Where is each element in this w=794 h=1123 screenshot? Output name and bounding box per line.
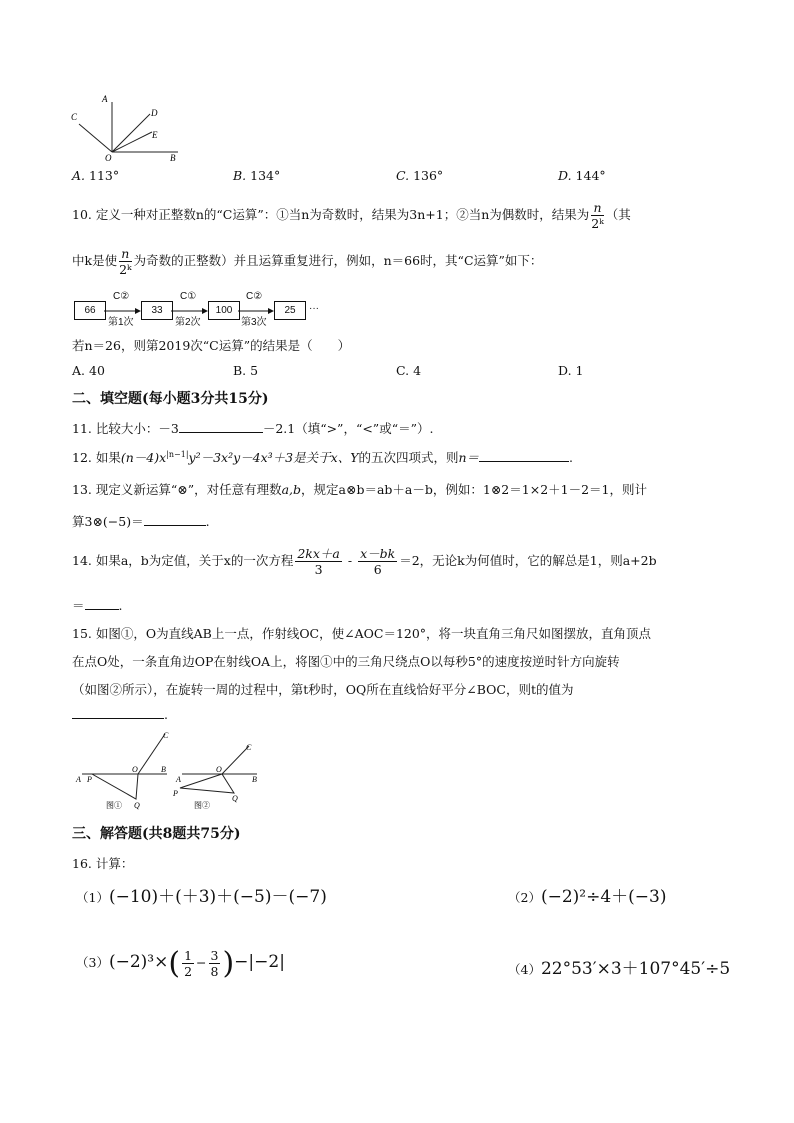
left-paren: (	[168, 946, 181, 981]
q12-n-eq: n＝	[458, 450, 480, 465]
flow-box: 25	[274, 301, 306, 320]
flow-step: 第3次	[241, 317, 267, 328]
q10-text-end: 为奇数的正整数）并且运算重复进行，例如，n＝66时，其“C运算”如下：	[133, 253, 543, 268]
section-heading-fill-blank: 二、填空题(每小题3分共15分)	[72, 391, 269, 407]
answer-blank[interactable]	[85, 597, 119, 610]
section-heading-solve: 三、解答题(共8题共75分)	[72, 826, 241, 842]
part-label: （2）	[508, 890, 541, 905]
q10-text: 10. 定义一种对正整数n的“C运算”：①当n为奇数时，结果为3n+1；②当n为偶数时，结果为	[72, 207, 590, 222]
q11-text: 11. 比较大小：－3	[72, 421, 179, 436]
period: .	[569, 450, 574, 465]
q16-part1	[76, 882, 327, 907]
q9-option-b[interactable]	[233, 168, 280, 183]
q16-part3	[76, 946, 285, 981]
q14-fraction-2	[358, 546, 397, 577]
label-d: D	[151, 108, 158, 118]
option-letter: D.	[558, 168, 572, 183]
q9-option-c[interactable]	[396, 168, 443, 183]
q10-text-end: （其	[605, 207, 631, 222]
option-value: 144°	[575, 168, 606, 183]
option-value: 40	[89, 363, 105, 378]
minus-sign: −	[196, 955, 207, 970]
q12-text-end: 的五次四项式，则	[358, 450, 459, 465]
label-c: C	[71, 112, 78, 122]
angle-figure	[62, 92, 192, 162]
frac-den: 2ᵏ	[591, 216, 604, 231]
rotation-figures	[72, 728, 272, 812]
frac-num: n	[119, 246, 132, 262]
svg-text:C: C	[246, 743, 252, 752]
svg-text:O: O	[216, 765, 222, 774]
q11-text-end: －2.1（填“>”，“<”或“＝”）.	[262, 421, 434, 436]
option-letter: C.	[396, 363, 410, 378]
svg-text:Q: Q	[232, 794, 238, 803]
answer-blank[interactable]	[72, 706, 164, 719]
answer-blank[interactable]	[144, 513, 206, 526]
frac-den: 2ᵏ	[119, 262, 132, 277]
q15-line4	[72, 706, 168, 722]
frac-three-eighths: $\frac{3}{8}$	[210, 948, 219, 979]
q12-vars: x、Y	[330, 450, 359, 465]
period: .	[164, 707, 168, 722]
option-value: 134°	[250, 168, 281, 183]
period: .	[205, 514, 210, 529]
svg-text:B: B	[252, 775, 257, 784]
frac-num: x－bk	[360, 546, 396, 561]
answer-blank[interactable]	[479, 449, 569, 462]
flow-op: C①	[180, 291, 197, 302]
flow-step: 第1次	[108, 317, 134, 328]
part-label: （1）	[76, 890, 109, 905]
label-o: O	[105, 153, 112, 162]
svg-text:P: P	[87, 775, 92, 784]
part-label: （3）	[76, 955, 109, 970]
q10-option-d[interactable]	[558, 363, 584, 378]
q15-line3: （如图②所示），在旋转一周的过程中，第t秒时，OQ所在直线恰好平分∠BOC，则t的值为	[72, 682, 574, 697]
option-value: 4	[413, 363, 422, 378]
q12-expr: (n－4)x	[120, 450, 167, 465]
q10-option-a[interactable]	[72, 363, 105, 378]
right-paren: )	[222, 946, 235, 981]
frac-one-half: $\frac{1}{2}$	[184, 948, 193, 979]
flow-box: 100	[208, 301, 240, 320]
q10-line1	[72, 200, 631, 231]
q15-line1: 15. 如图①，O为直线AB上一点，作射线OC，使∠AOC＝120°，将一块直角三角尺如图摆放，直角顶点	[72, 626, 652, 641]
q9-option-a[interactable]	[72, 168, 119, 183]
label-b: B	[170, 153, 176, 162]
q16-title: 16. 计算：	[72, 856, 134, 871]
fraction-n-over-2k	[591, 200, 604, 231]
svg-text:C: C	[163, 731, 169, 740]
q12-exponent: |n−1|	[166, 449, 189, 459]
q15-line2: 在点O处，一条直角边OP在射线OA上，将图①中的三角尺绕点O以每秒5°的速度按逆时针方向旋转	[72, 654, 620, 669]
q14-text-end: ＝2，无论k为何值时，它的解总是1，则a+2b	[399, 553, 657, 568]
q9-option-d[interactable]	[558, 168, 606, 183]
period: .	[118, 598, 123, 613]
label-a: A	[102, 94, 108, 104]
q16-part2	[508, 882, 666, 907]
flow-op: C②	[246, 291, 263, 302]
q14-line2	[72, 596, 123, 614]
option-letter: A.	[72, 168, 86, 183]
flow-step: 第2次	[175, 317, 201, 328]
q10-line2	[72, 246, 542, 277]
option-value: 113°	[89, 168, 120, 183]
flow-ellipsis: ···	[309, 303, 319, 314]
flow-box: 66	[74, 301, 106, 320]
part-expression-end: −|−2|	[234, 952, 285, 972]
q14-line1	[72, 546, 657, 577]
option-letter: B.	[233, 363, 247, 378]
fig1-caption: 图①	[106, 801, 122, 810]
svg-text:B: B	[161, 765, 166, 774]
part-expression: 22°53′×3＋107°45′÷5	[540, 959, 731, 979]
q13-text2: 算3⊗(−5)＝	[72, 514, 144, 529]
part-label: （4）	[508, 962, 541, 977]
q12	[72, 448, 573, 466]
q13-vars: a,b	[281, 482, 302, 497]
q10-question: 若n＝26，则第2019次“C运算”的结果是（ ）	[72, 338, 351, 353]
answer-blank[interactable]	[179, 420, 263, 433]
q10-option-c[interactable]	[396, 363, 421, 378]
frac-den: 6	[373, 562, 382, 577]
fraction-n-over-2k	[119, 246, 132, 277]
q12-expr2: y²－3x²y－4x³＋3是关于	[188, 450, 331, 465]
label-e: E	[152, 130, 158, 140]
q10-text: 中k是使	[72, 253, 118, 268]
fig2-caption: 图②	[194, 801, 210, 810]
q13-text: 13. 现定义新运算“⊗”，对任意有理数	[72, 482, 282, 497]
frac-num: n	[591, 200, 604, 216]
option-letter: A.	[72, 363, 86, 378]
frac-num: 2kx＋a	[297, 546, 340, 561]
q14-fraction-1	[295, 546, 342, 577]
part-expression: (−2)²÷4＋(−3)	[540, 887, 667, 907]
frac-den: 3	[314, 562, 323, 577]
svg-text:P: P	[173, 789, 178, 798]
option-letter: B.	[233, 168, 247, 183]
minus-sign: -	[347, 553, 353, 568]
option-value: 136°	[413, 168, 444, 183]
flow-arrows	[104, 302, 308, 320]
svg-text:Q: Q	[134, 801, 140, 810]
flow-op: C②	[113, 291, 130, 302]
svg-text:O: O	[132, 765, 138, 774]
option-value: 5	[250, 363, 259, 378]
part-expression: (−2)³×	[108, 952, 169, 972]
option-value: 1	[575, 363, 584, 378]
q14-text: 14. 如果a，b为定值，关于x的一次方程	[72, 553, 294, 568]
q11	[72, 419, 433, 437]
flow-box: 33	[141, 301, 173, 320]
q10-option-b[interactable]	[233, 363, 258, 378]
part-expression: (−10)＋(＋3)＋(−5)－(−7)	[108, 887, 327, 907]
q13-line1	[72, 480, 647, 498]
q14-text2: ＝	[72, 598, 85, 613]
option-letter: C.	[396, 168, 410, 183]
q13-line2	[72, 512, 210, 530]
option-letter: D.	[558, 363, 572, 378]
q12-text: 12. 如果	[72, 450, 121, 465]
svg-text:A: A	[76, 775, 81, 784]
q13-rule: ，规定a⊗b＝ab＋a－b，例如：1⊗2＝1×2＋1－2＝1，则计	[301, 482, 648, 497]
q16-part4	[508, 954, 730, 979]
svg-text:A: A	[176, 775, 181, 784]
